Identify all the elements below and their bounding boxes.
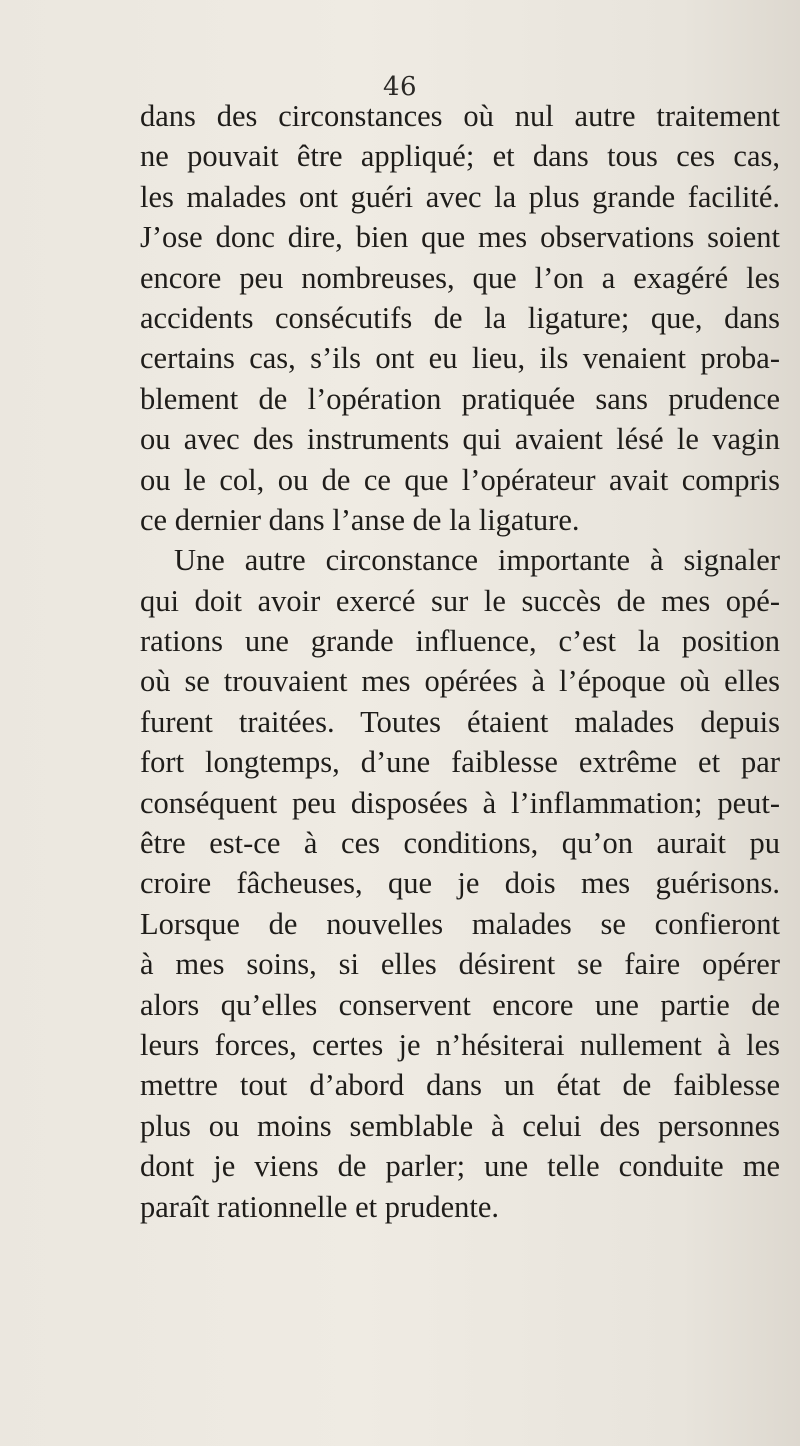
text-line: ne pouvait être appliqué; et dans tous ces cas, — [140, 139, 780, 174]
text-line: Une autre circonstance importante à signaler — [174, 543, 780, 578]
text-line: plus ou moins semblable à celui des personnes — [140, 1108, 780, 1143]
text-line: blement de l’opération pratiquée sans prudence — [140, 381, 780, 416]
text-line: leurs forces, certes je n’hésiterai nullement à les — [140, 1027, 780, 1062]
text-line: conséquent peu disposées à l’inflammation; peut- — [140, 785, 780, 820]
text-line: J’ose donc dire, bien que mes observations soient — [140, 220, 780, 255]
text-line: certains cas, s’ils ont eu lieu, ils venaient proba- — [140, 341, 780, 376]
text-line: furent traitées. Toutes étaient malades depuis — [140, 704, 780, 739]
text-line: mettre tout d’abord dans un état de faiblesse — [140, 1068, 780, 1103]
text-line: rations une grande influence, c’est la position — [140, 624, 780, 659]
text-line: qui doit avoir exercé sur le succès de mes opé- — [140, 583, 780, 618]
text-line: croire fâcheuses, que je dois mes guérisons. — [140, 866, 780, 901]
text-line: fort longtemps, d’une faiblesse extrême et par — [140, 745, 780, 780]
text-line: accidents consécutifs de la ligature; que, dans — [140, 300, 780, 335]
paragraph-end-line: paraît rationnelle et prudente. — [140, 1189, 500, 1224]
text-line: ou le col, ou de ce que l’opérateur avait compris — [140, 462, 780, 497]
text-line: où se trouvaient mes opérées à l’époque où elles — [140, 664, 780, 699]
text-line: encore peu nombreuses, que l’on a exagéré les — [140, 260, 780, 295]
text-line: dans des circonstances où nul autre traitement — [140, 99, 780, 133]
text-line: ou avec des instruments qui avaient lésé le vagin — [140, 422, 780, 457]
page-number: 46 — [382, 72, 418, 102]
text-line: Lorsque de nouvelles malades se confieront — [140, 906, 780, 941]
text-line: alors qu’elles conservent encore une partie de — [140, 987, 780, 1022]
paragraph-end-line: ce dernier dans l’anse de la ligature. — [140, 502, 580, 537]
text-line: être est-ce à ces conditions, qu’on aurait pu — [140, 826, 780, 861]
text-line: à mes soins, si elles désirent se faire opérer — [140, 947, 780, 982]
body-text — [140, 96, 780, 1227]
text-line: dont je viens de parler; une telle conduite me — [140, 1149, 780, 1184]
text-line: les malades ont guéri avec la plus grande facilité. — [140, 179, 780, 214]
